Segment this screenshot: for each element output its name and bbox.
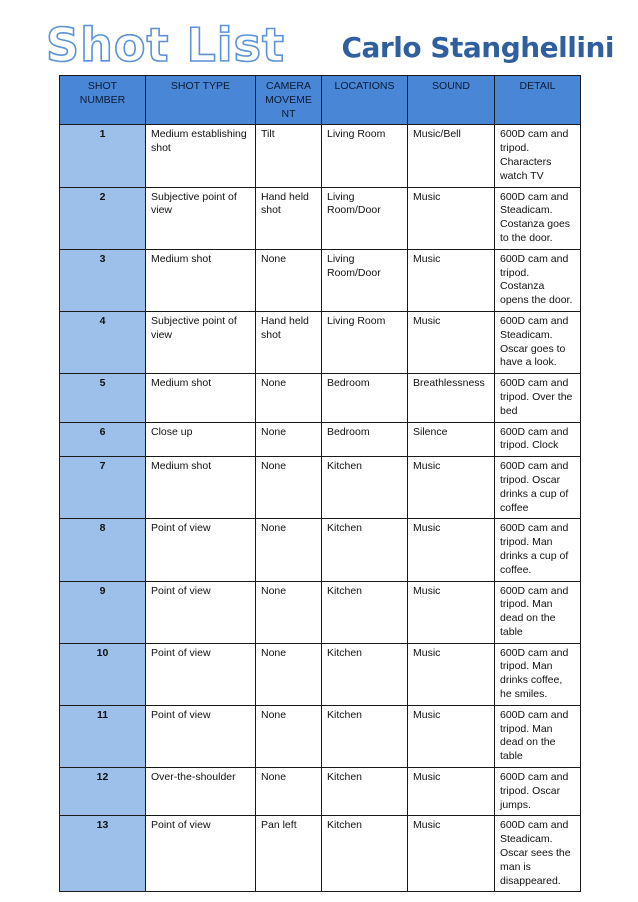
detail-cell: 600D cam and tripod. Clock: [495, 422, 581, 457]
camera-movement-cell: None: [256, 581, 322, 643]
table-row: [60, 249, 581, 311]
table-row: [60, 125, 581, 187]
table-row: [60, 519, 581, 581]
shot-type-cell: Point of view: [146, 581, 256, 643]
camera-movement-cell: Hand held shot: [256, 311, 322, 373]
detail-cell: 600D cam and tripod. Over the bed: [495, 374, 581, 422]
table-row: [60, 187, 581, 249]
location-cell: Living Room: [322, 125, 408, 187]
detail-cell: 600D cam and tripod. Costanza opens the door.: [495, 249, 581, 311]
detail-cell: 600D cam and tripod. Man drinks a cup of coffee.: [495, 519, 581, 581]
camera-movement-cell: Hand held shot: [256, 187, 322, 249]
column-header-sound: SOUND: [408, 76, 495, 125]
shot-type-cell: Point of view: [146, 705, 256, 767]
table-row: [60, 457, 581, 519]
detail-cell: 600D cam and tripod. Man dead on the table: [495, 705, 581, 767]
sound-cell: Music: [408, 581, 495, 643]
shot-type-cell: Medium shot: [146, 249, 256, 311]
shot-type-cell: Point of view: [146, 816, 256, 892]
table-row: [60, 816, 581, 892]
column-header-shot-number: SHOT NUMBER: [60, 76, 146, 125]
shot-type-cell: Subjective point of view: [146, 187, 256, 249]
sound-cell: Music: [408, 311, 495, 373]
camera-movement-cell: None: [256, 643, 322, 705]
location-cell: Kitchen: [322, 519, 408, 581]
table-row: [60, 643, 581, 705]
location-cell: Living Room/Door: [322, 187, 408, 249]
shot-type-cell: Close up: [146, 422, 256, 457]
sound-cell: Music: [408, 457, 495, 519]
camera-movement-cell: None: [256, 249, 322, 311]
column-header-shot-type: SHOT TYPE: [146, 76, 256, 125]
location-cell: Bedroom: [322, 422, 408, 457]
table-row: [60, 705, 581, 767]
detail-cell: 600D cam and tripod. Oscar drinks a cup of coffee: [495, 457, 581, 519]
detail-cell: 600D cam and tripod. Man drinks coffee, he smiles.: [495, 643, 581, 705]
column-header-locations: LOCATIONS: [322, 76, 408, 125]
detail-cell: 600D cam and Steadicam. Oscar sees the man is disappeared.: [495, 816, 581, 892]
shot-type-cell: Point of view: [146, 519, 256, 581]
sound-cell: Music: [408, 643, 495, 705]
shot-type-cell: Medium shot: [146, 457, 256, 519]
table-row: [60, 768, 581, 816]
column-header-detail: DETAIL: [495, 76, 581, 125]
camera-movement-cell: None: [256, 457, 322, 519]
table-row: [60, 311, 581, 373]
table-row: [60, 422, 581, 457]
location-cell: Kitchen: [322, 581, 408, 643]
sound-cell: Music: [408, 519, 495, 581]
camera-movement-cell: None: [256, 705, 322, 767]
author-name: Carlo Stanghellini: [341, 31, 614, 64]
shot-type-cell: Over-the-shoulder: [146, 768, 256, 816]
location-cell: Kitchen: [322, 816, 408, 892]
shot-number-cell: 13: [60, 816, 146, 892]
shot-type-cell: Point of view: [146, 643, 256, 705]
camera-movement-cell: None: [256, 519, 322, 581]
shot-number-cell: 5: [60, 374, 146, 422]
detail-cell: 600D cam and tripod. Man dead on the table: [495, 581, 581, 643]
detail-cell: 600D cam and Steadicam. Oscar goes to have a look.: [495, 311, 581, 373]
sound-cell: Music: [408, 187, 495, 249]
shot-number-cell: 2: [60, 187, 146, 249]
shot-list-table: [59, 75, 581, 892]
shot-number-cell: 8: [60, 519, 146, 581]
shot-type-cell: Medium establishing shot: [146, 125, 256, 187]
shot-number-cell: 3: [60, 249, 146, 311]
sound-cell: Breathlessness: [408, 374, 495, 422]
sound-cell: Music/Bell: [408, 125, 495, 187]
column-header-camera-movement: CAMERA MOVEME NT: [256, 76, 322, 125]
shot-type-cell: Subjective point of view: [146, 311, 256, 373]
sound-cell: Music: [408, 249, 495, 311]
shot-number-cell: 10: [60, 643, 146, 705]
shot-number-cell: 1: [60, 125, 146, 187]
table-row: [60, 581, 581, 643]
location-cell: Kitchen: [322, 768, 408, 816]
camera-movement-cell: None: [256, 422, 322, 457]
shot-number-cell: 12: [60, 768, 146, 816]
table-header-row: [60, 76, 581, 125]
sound-cell: Silence: [408, 422, 495, 457]
location-cell: Kitchen: [322, 457, 408, 519]
camera-movement-cell: Tilt: [256, 125, 322, 187]
sound-cell: Music: [408, 705, 495, 767]
page-title: Shot List: [46, 18, 285, 72]
location-cell: Living Room: [322, 311, 408, 373]
location-cell: Living Room/Door: [322, 249, 408, 311]
shot-number-cell: 6: [60, 422, 146, 457]
location-cell: Kitchen: [322, 643, 408, 705]
sound-cell: Music: [408, 768, 495, 816]
camera-movement-cell: None: [256, 768, 322, 816]
camera-movement-cell: Pan left: [256, 816, 322, 892]
location-cell: Kitchen: [322, 705, 408, 767]
sound-cell: Music: [408, 816, 495, 892]
table-row: [60, 374, 581, 422]
camera-movement-cell: None: [256, 374, 322, 422]
shot-type-cell: Medium shot: [146, 374, 256, 422]
shot-number-cell: 11: [60, 705, 146, 767]
location-cell: Bedroom: [322, 374, 408, 422]
detail-cell: 600D cam and Steadicam. Costanza goes to the door.: [495, 187, 581, 249]
shot-number-cell: 7: [60, 457, 146, 519]
detail-cell: 600D cam and tripod. Oscar jumps.: [495, 768, 581, 816]
detail-cell: 600D cam and tripod. Characters watch TV: [495, 125, 581, 187]
shot-number-cell: 9: [60, 581, 146, 643]
shot-number-cell: 4: [60, 311, 146, 373]
